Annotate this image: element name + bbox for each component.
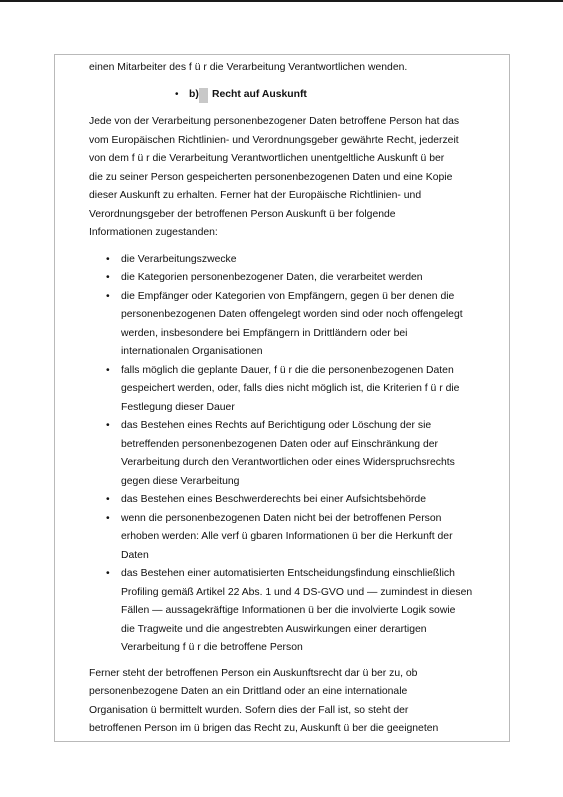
information-list (89, 251, 510, 658)
page-content (89, 59, 510, 739)
intro-line: Verordnungsgeber der betroffenen Person Auskunft ü ber folgende (89, 208, 396, 220)
top-line: einen Mitarbeiter des f ü r die Verarbeitung Verantwortlichen wenden. (89, 62, 408, 73)
list-item-line: die Verarbeitungszwecke (121, 253, 237, 265)
intro-paragraph (89, 113, 510, 243)
closing-line: Organisation ü bermittelt wurden. Sofern dies der Fall ist, so steht der (89, 704, 409, 716)
list-item-line: die Tragweite und die angestrebten Auswirkungen einer derartigen (121, 623, 427, 635)
heading-title: Recht auf Auskunft (212, 88, 307, 100)
heading-tab-marker (199, 88, 208, 103)
list-bullet: • (106, 512, 110, 524)
list-item-line: gespeichert werden, oder, falls dies nicht möglich ist, die Kriterien f ü r die (121, 383, 460, 394)
list-item-line: Verarbeitung f ü r die betroffene Person (121, 642, 303, 653)
list-item (89, 362, 510, 418)
list-item-line: gegen diese Verarbeitung (121, 475, 240, 487)
list-item (89, 510, 510, 566)
intro-line: dieser Auskunft zu erhalten. Ferner hat der Europäische Richtlinien- und (89, 190, 422, 201)
list-item (89, 417, 510, 491)
list-bullet: • (106, 253, 110, 265)
list-item-line: Festlegung dieser Dauer (121, 401, 235, 413)
list-item (89, 269, 510, 288)
list-item-line: erhoben werden: Alle verf ü gbaren Informationen ü ber die Herkunft der (121, 531, 453, 542)
heading-letter: b) (189, 88, 199, 100)
list-item-line: Profiling gemäß Artikel 22 Abs. 1 und 4 DS-GVO und — zumindest in diesen (121, 586, 473, 598)
list-item-line: wenn die personenbezogenen Daten nicht bei der betroffenen Person (121, 512, 442, 524)
list-bullet: • (106, 364, 110, 376)
top-border-line (0, 0, 563, 2)
list-item-line: Fällen — aussagekräftige Informationen ü ber die involvierte Logik sowie (121, 605, 456, 616)
list-item-line: das Bestehen einer automatisierten Entscheidungsfindung einschließlich (121, 568, 455, 579)
intro-line: die zu seiner Person gespeicherten personenbezogenen Daten und eine Kopie (89, 171, 453, 183)
section-heading (89, 86, 510, 105)
list-item-line: betreffenden personenbezogenen Daten oder auf Einschränkung der (121, 438, 438, 450)
closing-line: betroffenen Person im ü brigen das Recht zu, Auskunft ü ber die geeigneten (89, 723, 439, 734)
list-item (89, 288, 510, 362)
closing-line: Ferner steht der betroffenen Person ein Auskunftsrecht dar ü ber zu, ob (89, 667, 418, 679)
closing-paragraph (89, 665, 510, 739)
heading-bullet: • (175, 88, 179, 100)
list-item-line: Daten (121, 549, 149, 561)
document-page (54, 54, 510, 742)
list-item-line: personenbezogenen Daten offengelegt worden sind oder noch offengelegt (121, 309, 463, 320)
list-item (89, 565, 510, 658)
list-bullet: • (106, 494, 110, 505)
list-item-line: die Kategorien personenbezogener Daten, die verarbeitet werden (121, 272, 423, 283)
list-bullet: • (106, 568, 110, 579)
intro-line: Informationen zugestanden: (89, 227, 218, 238)
list-item-line: Verarbeitung durch den Verantwortlichen oder eines Widerspruchsrechts (121, 457, 455, 468)
list-item-line: die Empfänger oder Kategorien von Empfängern, gegen ü ber denen die (121, 290, 455, 302)
list-item-line: werden, insbesondere bei Empfängern in Drittländern oder bei (121, 327, 408, 339)
list-item-line: das Bestehen eines Rechts auf Berichtigung oder Löschung der sie (121, 420, 432, 431)
list-item (89, 251, 510, 270)
list-bullet: • (106, 272, 110, 283)
closing-line: personenbezogene Daten an ein Drittland oder an eine internationale (89, 686, 408, 697)
list-item-line: das Bestehen eines Beschwerderechts bei einer Aufsichtsbehörde (121, 494, 426, 505)
list-bullet: • (106, 420, 110, 431)
intro-line: Jede von der Verarbeitung personenbezogener Daten betroffene Person hat das (89, 116, 460, 127)
intro-line: von dem f ü r die Verarbeitung Verantwortlichen unentgeltliche Auskunft ü ber (89, 153, 445, 164)
list-item (89, 491, 510, 510)
list-bullet: • (106, 290, 110, 302)
list-item-line: internationalen Organisationen (121, 346, 263, 357)
intro-line: vom Europäischen Richtlinien- und Verordnungsgeber gewährte Recht, jederzeit (89, 134, 459, 146)
list-item-line: falls möglich die geplante Dauer, f ü r die die personenbezogenen Daten (121, 364, 454, 376)
